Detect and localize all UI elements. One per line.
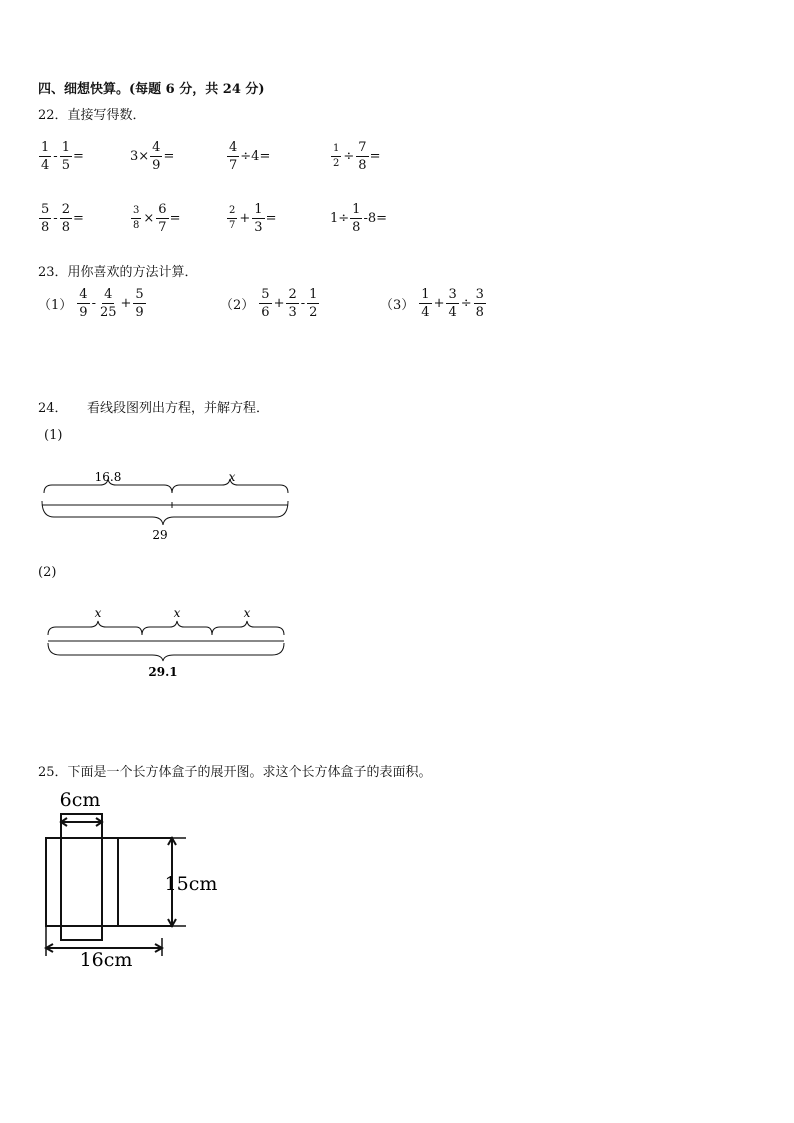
segment-x-2: x [173, 606, 181, 620]
q24-part2-label: (2) [38, 565, 57, 580]
question-22-title: 22．直接写得数． [38, 108, 146, 123]
segment-total-29-1: 29.1 [148, 665, 178, 679]
section-title: 四、细想快算。(每题 6 分，共 24 分) [38, 82, 265, 97]
q22-expr-1: $\frac{1}{4}$ - $\frac{1}{5}$ = [41, 140, 84, 173]
q23-expr-2: （2） $\frac{5}{6}$ + $\frac{2}{3}$ - $\frac{1}{2}$ [220, 287, 318, 320]
q22-expr-6: $\frac{3}{8}$ × $\frac{6}{7}$ = [133, 202, 181, 235]
q22-expr-2: 3× $\frac{4}{9}$ = [130, 140, 175, 173]
height-label-15cm: 15cm [164, 873, 218, 895]
segment-diagram-1 [38, 465, 298, 545]
q23-expr-1: （1） $\frac{4}{9}$ - $\frac{4}{25}$ + $\frac{5}{9}$ [38, 287, 144, 320]
segment-diagram-2 [40, 603, 295, 683]
width-label-6cm: 6cm [59, 789, 101, 811]
q23-expr-3: （3） $\frac{1}{4}$ + $\frac{3}{4}$ ÷ $\frac{3}{8}$ [380, 287, 484, 320]
q22-expr-3: $\frac{4}{7}$ ÷4= [229, 140, 271, 173]
q22-expr-5: $\frac{5}{8}$ - $\frac{2}{8}$ = [41, 202, 84, 235]
q24-part1-label: (1) [44, 428, 63, 443]
q22-expr-7: $\frac{2}{7}$ + $\frac{1}{3}$ = [229, 202, 277, 235]
segment-label-x: x [228, 470, 236, 484]
segment-label-16-8: 16.8 [94, 470, 122, 484]
question-25-title: 25．下面是一个长方体盒子的展开图。求这个长方体盒子的表面积。 [38, 765, 432, 780]
segment-x-1: x [94, 606, 102, 620]
length-label-16cm: 16cm [79, 949, 133, 971]
box-net-diagram [38, 786, 238, 971]
q22-expr-4: $\frac{1}{2}$ ÷ $\frac{7}{8}$ = [333, 140, 381, 173]
segment-x-3: x [243, 606, 251, 620]
q22-expr-8: 1÷ $\frac{1}{8}$ -8= [330, 202, 388, 235]
question-24-title: 24． 看线段图列出方程，并解方程． [38, 401, 270, 416]
segment-total-29: 29 [152, 528, 168, 542]
question-23-title: 23．用你喜欢的方法计算． [38, 265, 198, 280]
